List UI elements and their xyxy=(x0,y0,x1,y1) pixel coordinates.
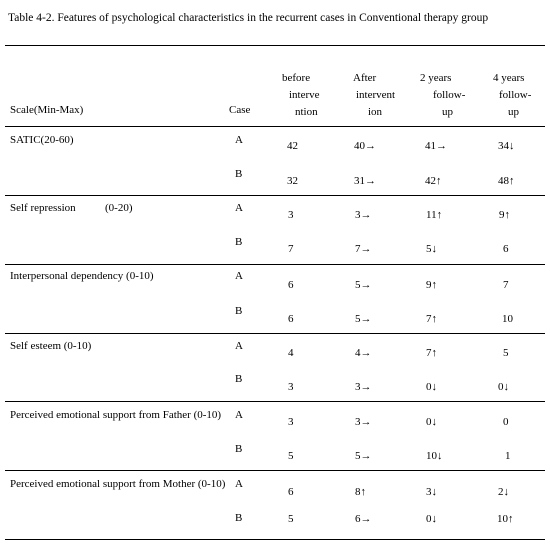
group-rule xyxy=(5,195,545,196)
group-label: SATIC(20-60) xyxy=(10,134,74,146)
after-cell: 3→ xyxy=(355,209,372,221)
group-label: Interpersonal dependency (0-10) xyxy=(10,270,154,282)
header-rule xyxy=(5,126,545,127)
y2-cell: 0↓ xyxy=(426,416,437,428)
before-cell: 3 xyxy=(288,209,294,221)
y2-cell: 42↑ xyxy=(425,175,442,187)
case-cell: B xyxy=(235,305,243,317)
group-rule xyxy=(5,264,545,265)
before-cell: 4 xyxy=(288,347,294,359)
y2-cell: 9↑ xyxy=(426,279,437,291)
after-cell: 6→ xyxy=(355,513,372,525)
group-label: Perceived emotional support from Father (0-10) xyxy=(10,409,222,421)
before-cell: 6 xyxy=(288,279,294,291)
case-cell: A xyxy=(235,202,243,214)
header-2-years: 2 years follow- up xyxy=(420,72,466,118)
case-cell: A xyxy=(235,478,243,490)
before-cell: 3 xyxy=(288,416,294,428)
before-cell: 6 xyxy=(288,486,294,498)
before-cell: 42 xyxy=(287,140,298,152)
after-cell: 5→ xyxy=(355,279,372,291)
y4-cell: 48↑ xyxy=(498,175,515,187)
group-rule xyxy=(5,470,545,471)
group-label: Self repression xyxy=(10,202,76,214)
before-cell: 32 xyxy=(287,175,298,187)
y4-cell: 5 xyxy=(503,347,509,359)
after-cell: 3→ xyxy=(355,381,372,393)
y2-cell: 7↑ xyxy=(426,313,437,325)
y4-cell: 9↑ xyxy=(499,209,510,221)
before-cell: 5 xyxy=(288,450,294,462)
case-cell: A xyxy=(235,134,243,146)
after-cell: 5→ xyxy=(355,450,372,462)
case-cell: B xyxy=(235,168,243,180)
y2-cell: 0↓ xyxy=(426,513,437,525)
y4-cell: 2↓ xyxy=(498,486,509,498)
y2-cell: 5↓ xyxy=(426,243,437,255)
y2-cell: 41→ xyxy=(425,140,447,152)
y4-cell: 7 xyxy=(503,279,509,291)
header-scale: Scale(Min-Max) xyxy=(10,104,84,116)
y2-cell: 3↓ xyxy=(426,486,437,498)
y2-cell: 0↓ xyxy=(426,381,437,393)
case-cell: B xyxy=(235,236,243,248)
after-cell: 7→ xyxy=(355,243,372,255)
header-after: After intervent ion xyxy=(353,72,396,118)
table-top-rule xyxy=(5,45,545,46)
y4-cell: 0 xyxy=(503,416,509,428)
case-cell: B xyxy=(235,443,243,455)
y4-cell: 10↑ xyxy=(497,513,514,525)
after-cell: 40→ xyxy=(354,140,376,152)
y4-cell: 10 xyxy=(502,313,513,325)
before-cell: 7 xyxy=(288,243,294,255)
y2-cell: 7↑ xyxy=(426,347,437,359)
after-cell: 4→ xyxy=(355,347,372,359)
case-cell: A xyxy=(235,270,243,282)
case-cell: B xyxy=(235,512,243,524)
y4-cell: 1 xyxy=(505,450,511,462)
y4-cell: 34↓ xyxy=(498,140,515,152)
after-cell: 8↑ xyxy=(355,486,366,498)
after-cell: 5→ xyxy=(355,313,372,325)
y4-cell: 6 xyxy=(503,243,509,255)
after-cell: 31→ xyxy=(354,175,376,187)
group-rule xyxy=(5,333,545,334)
header-case: Case xyxy=(229,104,251,116)
group-range: (0-20) xyxy=(105,202,133,214)
y2-cell: 11↑ xyxy=(426,209,443,221)
header-4-years: 4 years follow- up xyxy=(493,72,532,118)
before-cell: 3 xyxy=(288,381,294,393)
case-cell: B xyxy=(235,373,243,385)
y2-cell: 10↓ xyxy=(426,450,443,462)
group-label: Self esteem (0-10) xyxy=(10,340,92,352)
table-caption: Table 4-2. Features of psychological characteristics in the recurrent cases in Conventional therapy group xyxy=(8,12,489,24)
case-cell: A xyxy=(235,340,243,352)
y4-cell: 0↓ xyxy=(498,381,509,393)
before-cell: 6 xyxy=(288,313,294,325)
group-label: Perceived emotional support from Mother (0-10) xyxy=(10,478,226,490)
table-bottom-rule xyxy=(5,539,545,540)
header-before: before interve ntion xyxy=(282,72,320,118)
case-cell: A xyxy=(235,409,243,421)
before-cell: 5 xyxy=(288,513,294,525)
group-rule xyxy=(5,401,545,402)
after-cell: 3→ xyxy=(355,416,372,428)
